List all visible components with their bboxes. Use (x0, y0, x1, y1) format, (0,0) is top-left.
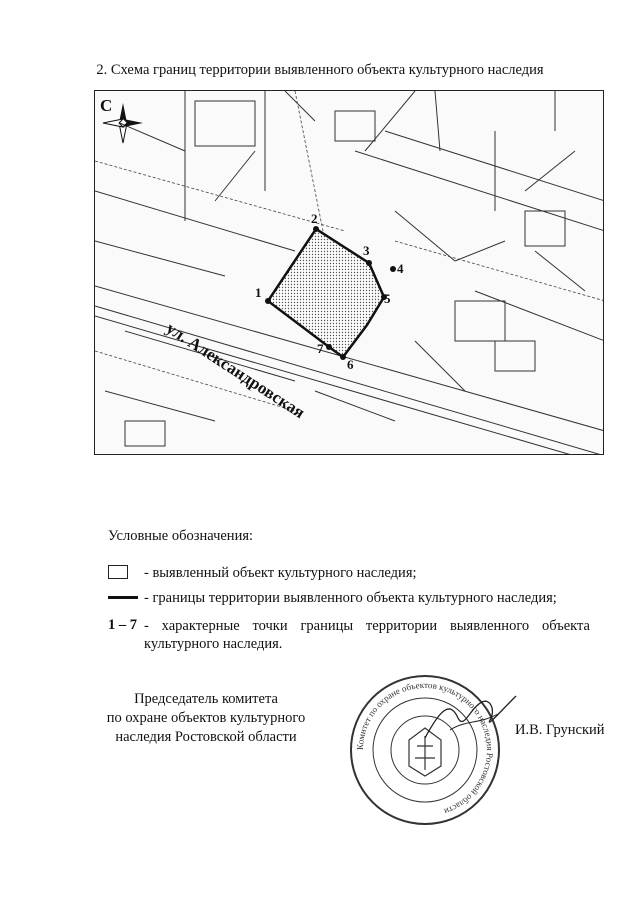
point-1-label: 1 (255, 285, 262, 300)
point-4-marker (390, 266, 396, 272)
point-1-marker (265, 298, 271, 304)
object-box-symbol (108, 565, 128, 579)
legend-heading: Условные обозначения: (108, 528, 254, 544)
map-canvas (95, 91, 604, 455)
point-7-label: 7 (317, 341, 324, 356)
signer-name: И.В. Грунский (515, 722, 605, 738)
point-4-label: 4 (397, 261, 404, 276)
position-line: Председатель комитета (134, 691, 278, 707)
north-label: С (100, 96, 113, 115)
point-6-marker (340, 354, 346, 360)
legend-item-text: - характерные точки границы территории выявленного объекта культурного наследия. (144, 618, 590, 653)
point-2-label: 2 (311, 211, 318, 226)
compass-rose-icon (100, 96, 143, 143)
position-line: по охране объектов культурного (106, 709, 306, 726)
point-3-label: 3 (363, 243, 370, 258)
signer-position (96, 690, 316, 747)
document-title: 2. Схема границ территории выявленного объекта культурного наследия (96, 62, 544, 78)
points-range-symbol: 1 – 7 (108, 617, 137, 633)
street-label: ул. Александровская (162, 318, 309, 423)
point-7-marker (326, 344, 332, 350)
point-2-marker (313, 226, 319, 232)
legend-item-text: - выявленный объект культурного наследия; (144, 565, 417, 581)
position-line: наследия Ростовской области (115, 728, 297, 745)
point-5-label: 5 (384, 291, 391, 306)
boundary-map (94, 90, 604, 455)
legend-item-text: - границы территории выявленного объекта культурного наследия; (144, 590, 557, 606)
boundary-line-symbol (108, 596, 138, 599)
point-6-label: 6 (347, 357, 354, 372)
point-3-marker (366, 260, 372, 266)
svg-text:Комитет по охране объектов кул: Комитет по охране объектов культурного наследия Ростовской области (354, 679, 496, 817)
handwritten-signature-icon (420, 690, 520, 750)
